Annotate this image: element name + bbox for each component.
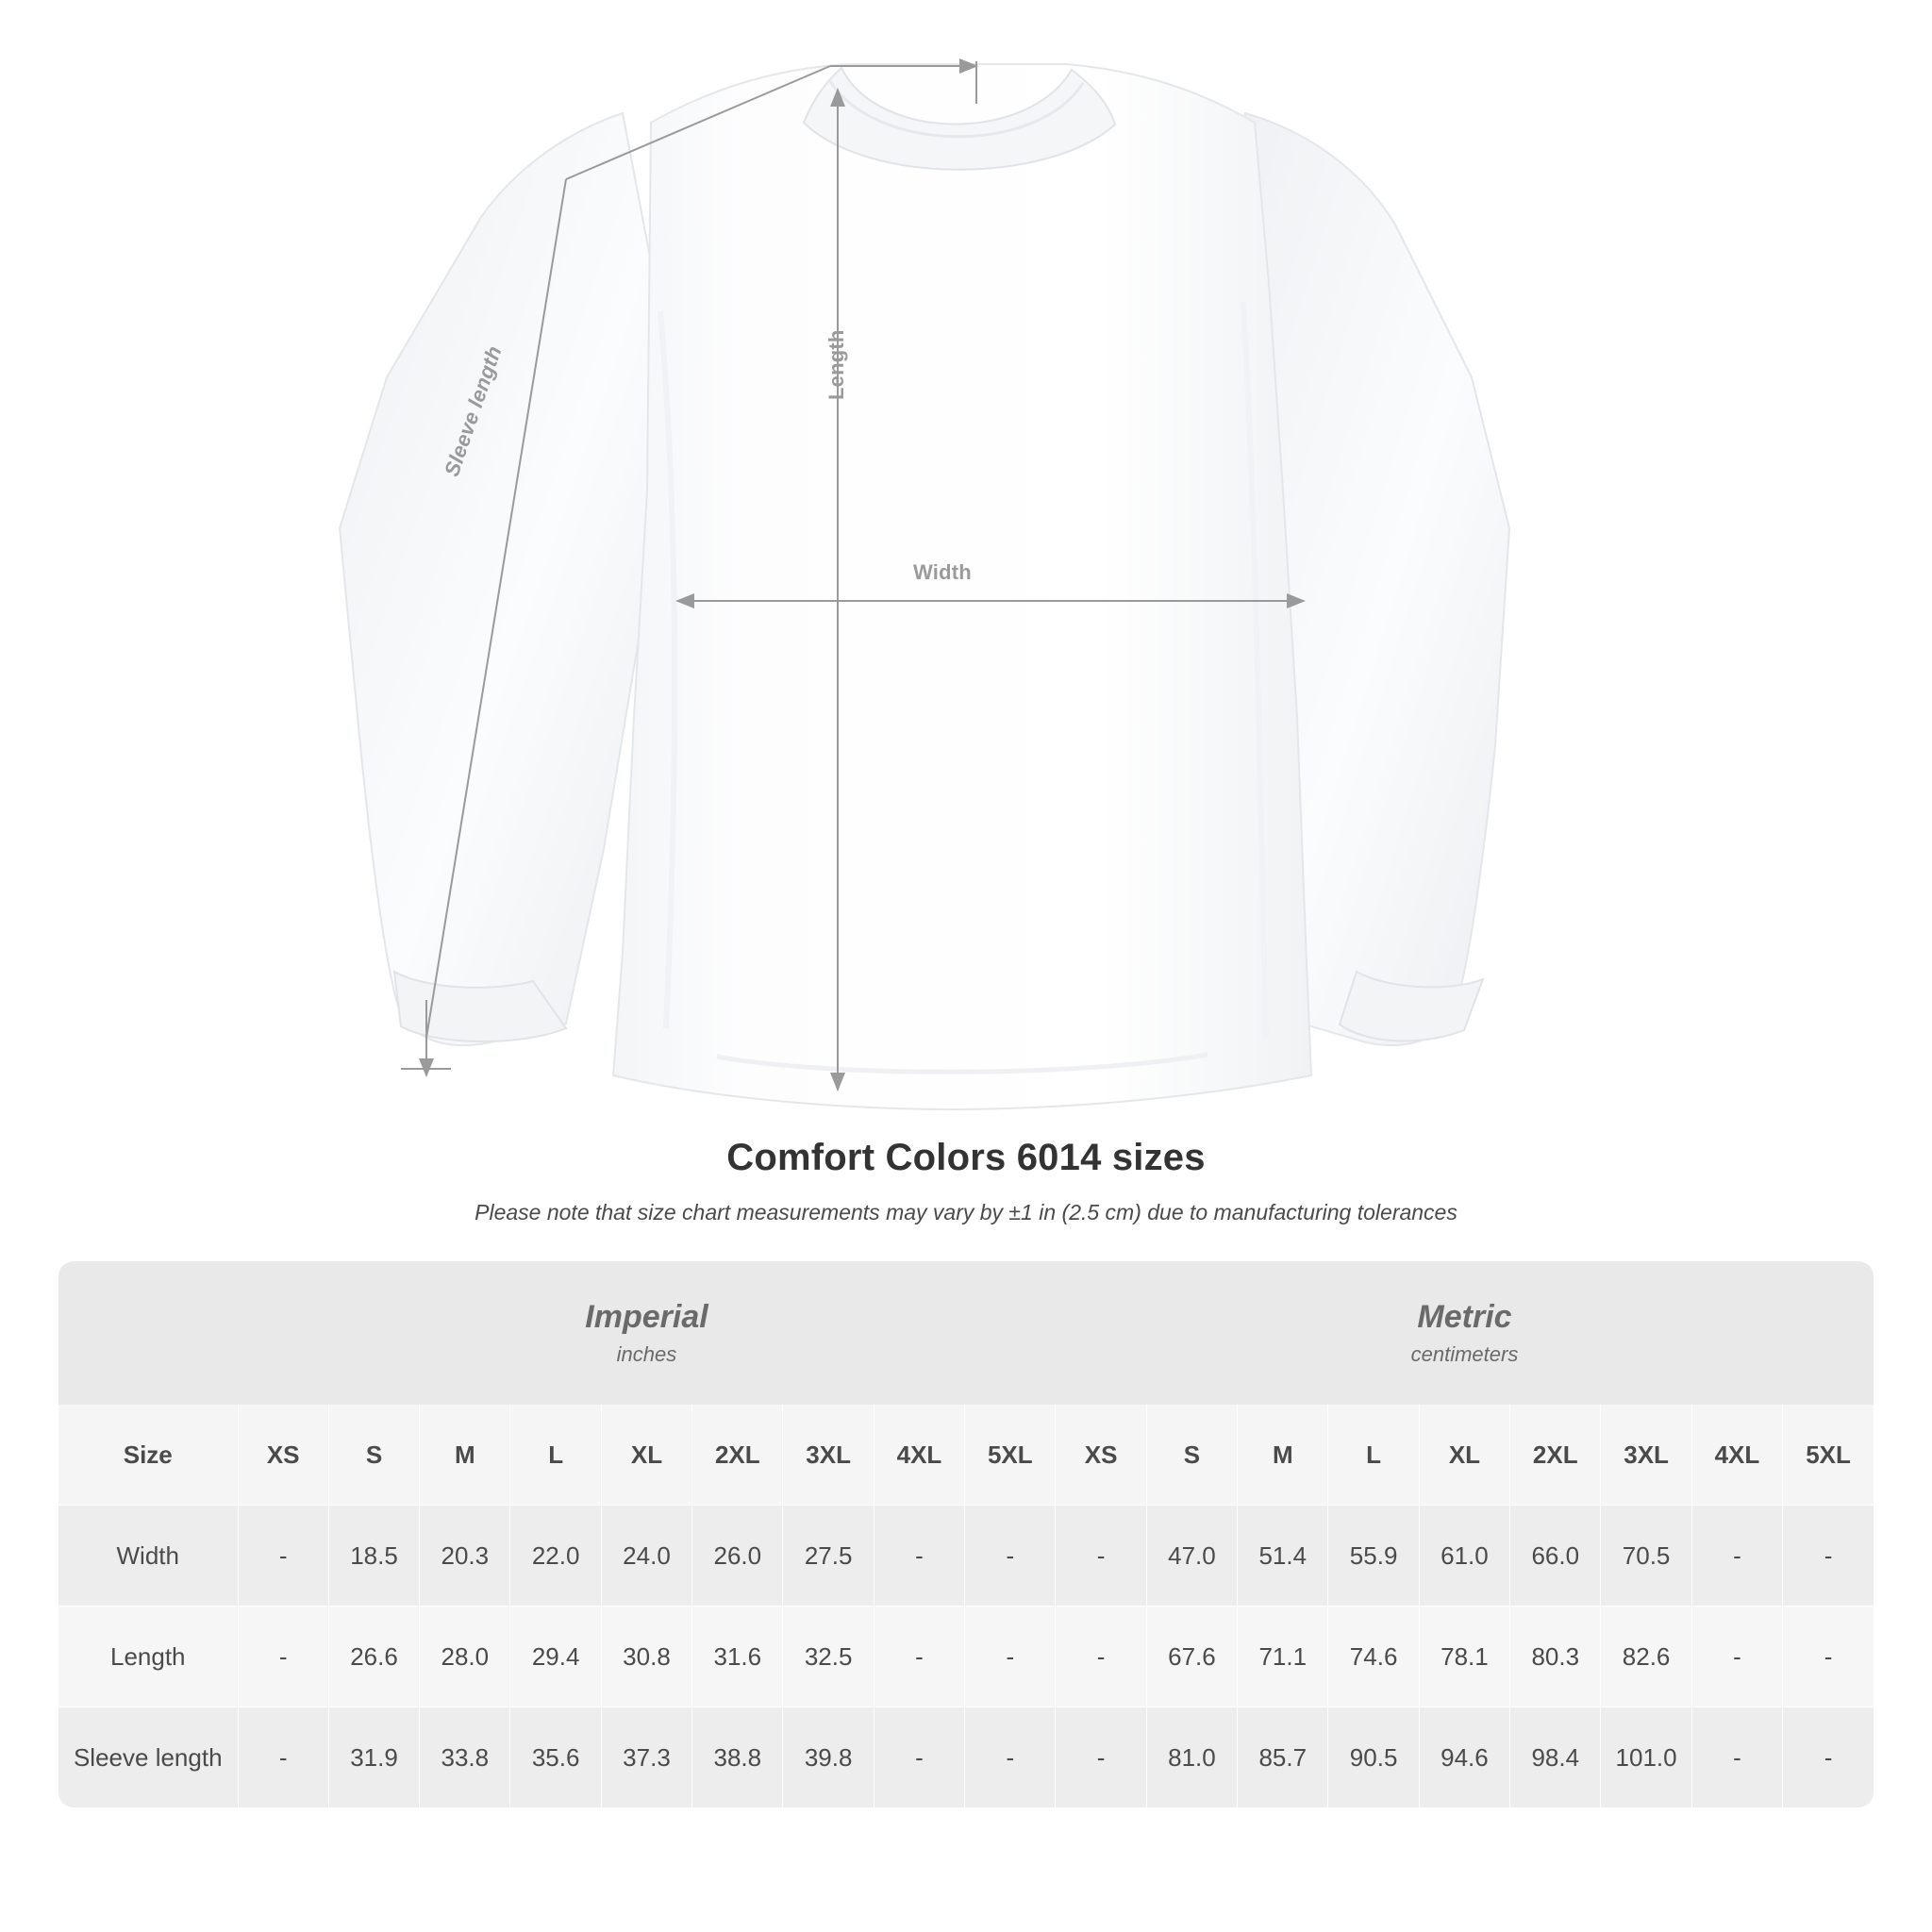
tolerance-note: Please note that size chart measurements may vary by ±1 in (2.5 cm) due to manufacturing tolerances [475,1200,1457,1224]
size-header-imperial-xl: XL [601,1405,691,1506]
cell-width-imperial-4xl: - [874,1506,964,1607]
cell-sleeve-imperial-4xl: - [874,1707,964,1808]
cell-length-imperial-4xl: - [874,1607,964,1707]
cell-sleeve-metric-l: 90.5 [1328,1707,1419,1808]
system-header-metric [1056,1261,1874,1405]
cell-length-imperial-l: 29.4 [510,1607,601,1707]
cell-sleeve-metric-4xl: - [1691,1707,1782,1808]
size-header-metric-5xl: 5XL [1783,1405,1874,1506]
cell-width-imperial-2xl: 26.0 [692,1506,783,1607]
width-dimension-label: Width [913,560,972,584]
system-name-metric: Metric [1417,1299,1512,1336]
cell-length-metric-m: 71.1 [1238,1607,1328,1707]
cell-sleeve-imperial-2xl: 38.8 [692,1707,783,1808]
size-header-metric-xs: XS [1056,1405,1146,1506]
cell-sleeve-imperial-xl: 37.3 [601,1707,691,1808]
cell-sleeve-imperial-m: 33.8 [420,1707,510,1808]
cell-sleeve-metric-3xl: 101.0 [1601,1707,1691,1808]
cell-sleeve-metric-xl: 94.6 [1419,1707,1509,1808]
size-header-imperial-5xl: 5XL [965,1405,1056,1506]
system-unit-metric: centimeters [1410,1341,1519,1366]
size-header-metric-l: L [1328,1405,1419,1506]
cell-length-imperial-s: 26.6 [328,1607,419,1707]
cell-length-imperial-xl: 30.8 [601,1607,691,1707]
size-header-imperial-3xl: 3XL [783,1405,874,1506]
row-label-sleeve-length: Sleeve length [58,1707,238,1808]
cell-width-metric-s: 47.0 [1146,1506,1237,1607]
size-header-imperial-l: L [510,1405,601,1506]
cell-width-metric-5xl: - [1783,1506,1874,1607]
size-header-metric-2xl: 2XL [1510,1405,1601,1506]
cell-length-metric-4xl: - [1691,1607,1782,1707]
cell-length-metric-3xl: 82.6 [1601,1607,1691,1707]
cell-width-imperial-s: 18.5 [328,1506,419,1607]
cell-sleeve-imperial-l: 35.6 [510,1707,601,1808]
cell-length-metric-xs: - [1056,1607,1146,1707]
cell-length-imperial-2xl: 31.6 [692,1607,783,1707]
size-header-imperial-2xl: 2XL [692,1405,783,1506]
size-table-container [58,1261,1874,1807]
size-header-metric-xl: XL [1419,1405,1509,1506]
size-header-imperial-s: S [328,1405,419,1506]
size-header-imperial-xs: XS [238,1405,328,1506]
size-header-metric-4xl: 4XL [1691,1405,1782,1506]
size-header-imperial-4xl: 4XL [874,1405,964,1506]
cell-width-metric-4xl: - [1691,1506,1782,1607]
cell-length-metric-xl: 78.1 [1419,1607,1509,1707]
cell-width-metric-xl: 61.0 [1419,1506,1509,1607]
cell-sleeve-imperial-s: 31.9 [328,1707,419,1808]
cell-width-imperial-xs: - [238,1506,328,1607]
cell-sleeve-imperial-5xl: - [965,1707,1056,1808]
cell-length-imperial-5xl: - [965,1607,1056,1707]
cell-width-metric-2xl: 66.0 [1510,1506,1601,1607]
cell-length-imperial-xs: - [238,1607,328,1707]
size-table [58,1261,1874,1807]
cell-width-imperial-xl: 24.0 [601,1506,691,1607]
cell-width-metric-l: 55.9 [1328,1506,1419,1607]
cell-width-metric-xs: - [1056,1506,1146,1607]
cell-length-metric-5xl: - [1783,1607,1874,1707]
cell-sleeve-metric-2xl: 98.4 [1510,1707,1601,1808]
cell-sleeve-metric-s: 81.0 [1146,1707,1237,1808]
table-system-header-row [58,1261,1874,1405]
system-header-imperial [238,1261,1056,1405]
size-header-metric-m: M [1238,1405,1328,1506]
cell-length-metric-2xl: 80.3 [1510,1607,1601,1707]
system-name-imperial: Imperial [585,1299,708,1336]
cell-length-metric-s: 67.6 [1146,1607,1237,1707]
cell-width-imperial-5xl: - [965,1506,1056,1607]
cell-width-metric-3xl: 70.5 [1601,1506,1691,1607]
table-row [58,1707,1874,1808]
table-size-header-row [58,1405,1874,1506]
table-row [58,1607,1874,1707]
size-header-metric-s: S [1146,1405,1237,1506]
cell-width-metric-m: 51.4 [1238,1506,1328,1607]
system-unit-imperial: inches [616,1341,677,1366]
size-column-label: Size [58,1405,238,1506]
cell-sleeve-imperial-3xl: 39.8 [783,1707,874,1808]
cell-width-imperial-m: 20.3 [420,1506,510,1607]
cell-sleeve-metric-5xl: - [1783,1707,1874,1808]
row-label-length: Length [58,1607,238,1707]
length-dimension-label: Length [824,329,848,400]
system-header-spacer [58,1261,238,1405]
cell-length-metric-l: 74.6 [1328,1607,1419,1707]
cell-width-imperial-3xl: 27.5 [783,1506,874,1607]
table-row [58,1506,1874,1607]
size-header-imperial-m: M [420,1405,510,1506]
cell-sleeve-metric-m: 85.7 [1238,1707,1328,1808]
cell-width-imperial-l: 22.0 [510,1506,601,1607]
sleeve-length-dimension-label: Sleeve length [440,342,507,480]
row-label-width: Width [58,1506,238,1607]
page-title: Comfort Colors 6014 sizes [726,1137,1206,1178]
cell-sleeve-imperial-xs: - [238,1707,328,1808]
size-header-metric-3xl: 3XL [1601,1405,1691,1506]
cell-length-imperial-3xl: 32.5 [783,1607,874,1707]
cell-length-imperial-m: 28.0 [420,1607,510,1707]
cell-sleeve-metric-xs: - [1056,1707,1146,1808]
